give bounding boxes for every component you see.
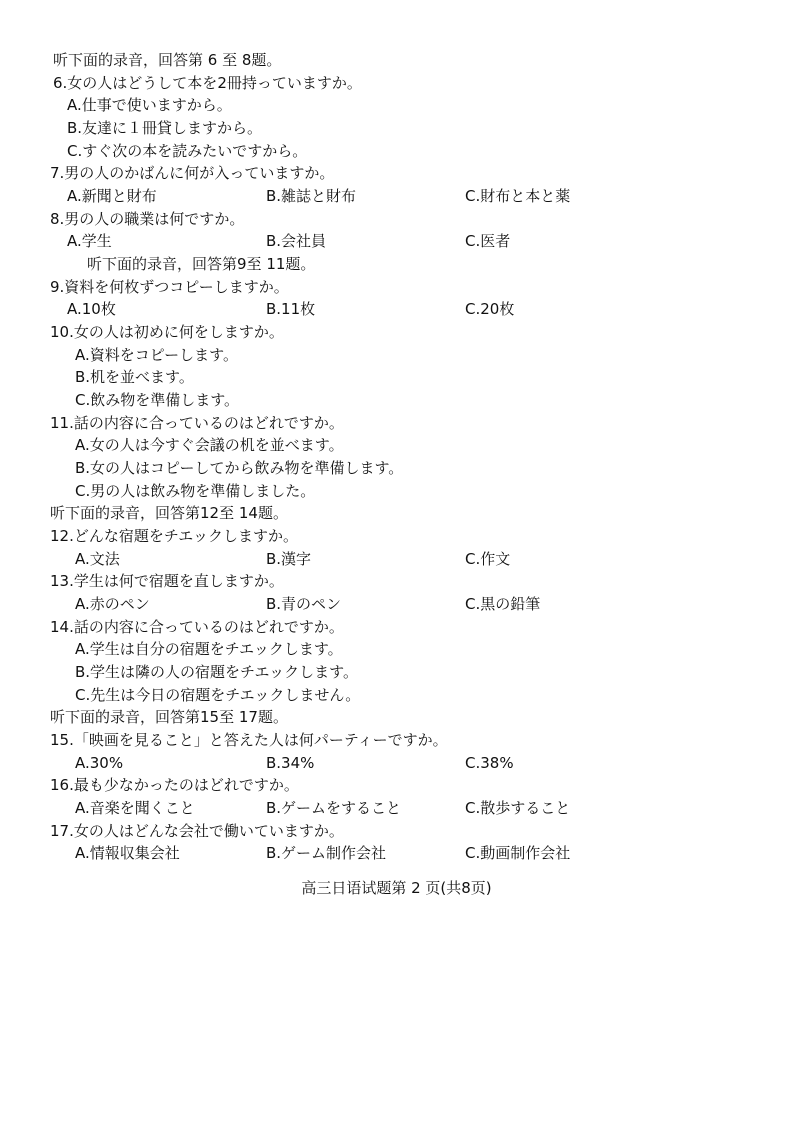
q13-option-b: B.青のペン: [266, 595, 342, 613]
q14-option-c: C.先生は今日の宿題をチエックしません。: [75, 686, 361, 704]
q8-option-b: B.会社員: [266, 232, 327, 250]
q10-option-c: C.飲み物を準備します。: [75, 391, 240, 409]
q7-option-a: A.新聞と財布: [67, 187, 157, 205]
q13-option-a: A.赤のペン: [75, 595, 150, 613]
q9-option-b: B.11枚: [266, 300, 316, 318]
question-6: 6.女の人はどうして本を2冊持っていますか。: [53, 74, 362, 92]
page-footer: 高三日语试题第 2 页(共8页): [301, 879, 492, 897]
q6-option-a: A.仕事で使いますから。: [67, 96, 232, 114]
q16-option-b: B.ゲームをすること: [266, 799, 402, 817]
q11-option-a: A.女の人は今すぐ会議の机を並べます。: [75, 436, 344, 454]
q12-option-b: B.漢字: [266, 550, 312, 568]
question-17: 17.女の人はどんな会社で働いていますか。: [50, 822, 344, 840]
q17-option-a: A.情報収集会社: [75, 844, 180, 862]
q7-option-b: B.雑誌と財布: [266, 187, 357, 205]
q6-option-b: B.友達に１冊貸しますから。: [67, 119, 263, 137]
q13-option-c: C.黒の鉛筆: [465, 595, 541, 613]
q6-option-c: C.すぐ次の本を読みたいですから。: [67, 142, 308, 160]
q15-option-c: C.38%: [465, 754, 514, 772]
q17-option-b: B.ゲーム制作会社: [266, 844, 387, 862]
section-heading: 听下面的录音，回答第 6 至 8题。: [53, 51, 282, 69]
q11-option-c: C.男の人は飲み物を準備しました。: [75, 482, 316, 500]
q10-option-a: A.資料をコピーします。: [75, 346, 238, 364]
q12-option-a: A.文法: [75, 550, 120, 568]
question-9: 9.資料を何枚ずつコピーしますか。: [50, 278, 289, 296]
question-12: 12.どんな宿題をチエックしますか。: [50, 527, 298, 545]
question-11: 11.話の内容に合っているのはどれですか。: [50, 414, 344, 432]
q9-option-a: A.10枚: [67, 300, 116, 318]
question-8: 8.男の人の職業は何ですか。: [50, 210, 245, 228]
question-14: 14.話の内容に合っているのはどれですか。: [50, 618, 344, 636]
q14-option-b: B.学生は隣の人の宿題をチエックします。: [75, 663, 358, 681]
q8-option-a: A.学生: [67, 232, 112, 250]
q17-option-c: C.動画制作会社: [465, 844, 571, 862]
question-15: 15.「映画を見ること」と答えた人は何パーティーですか。: [50, 731, 448, 749]
section-heading: 听下面的录音，回答第15至 17题。: [50, 708, 288, 726]
q11-option-b: B.女の人はコピーしてから飲み物を準備します。: [75, 459, 404, 477]
q16-option-c: C.散歩すること: [465, 799, 571, 817]
question-16: 16.最も少なかったのはどれですか。: [50, 776, 299, 794]
q12-option-c: C.作文: [465, 550, 511, 568]
q8-option-c: C.医者: [465, 232, 511, 250]
section-heading: 听下面的录音，回答第12至 14题。: [50, 504, 288, 522]
q16-option-a: A.音楽を聞くこと: [75, 799, 195, 817]
section-heading: 听下面的录音，回答第9至 11题。: [87, 255, 316, 273]
q9-option-c: C.20枚: [465, 300, 515, 318]
q15-option-a: A.30%: [75, 754, 124, 772]
q14-option-a: A.学生は自分の宿題をチエックします。: [75, 640, 343, 658]
q10-option-b: B.机を並べます。: [75, 368, 194, 386]
question-7: 7.男の人のかばんに何が入っていますか。: [50, 164, 335, 182]
q15-option-b: B.34%: [266, 754, 315, 772]
question-13: 13.学生は何で宿題を直しますか。: [50, 572, 284, 590]
q7-option-c: C.財布と本と薬: [465, 187, 571, 205]
question-10: 10.女の人は初めに何をしますか。: [50, 323, 284, 341]
